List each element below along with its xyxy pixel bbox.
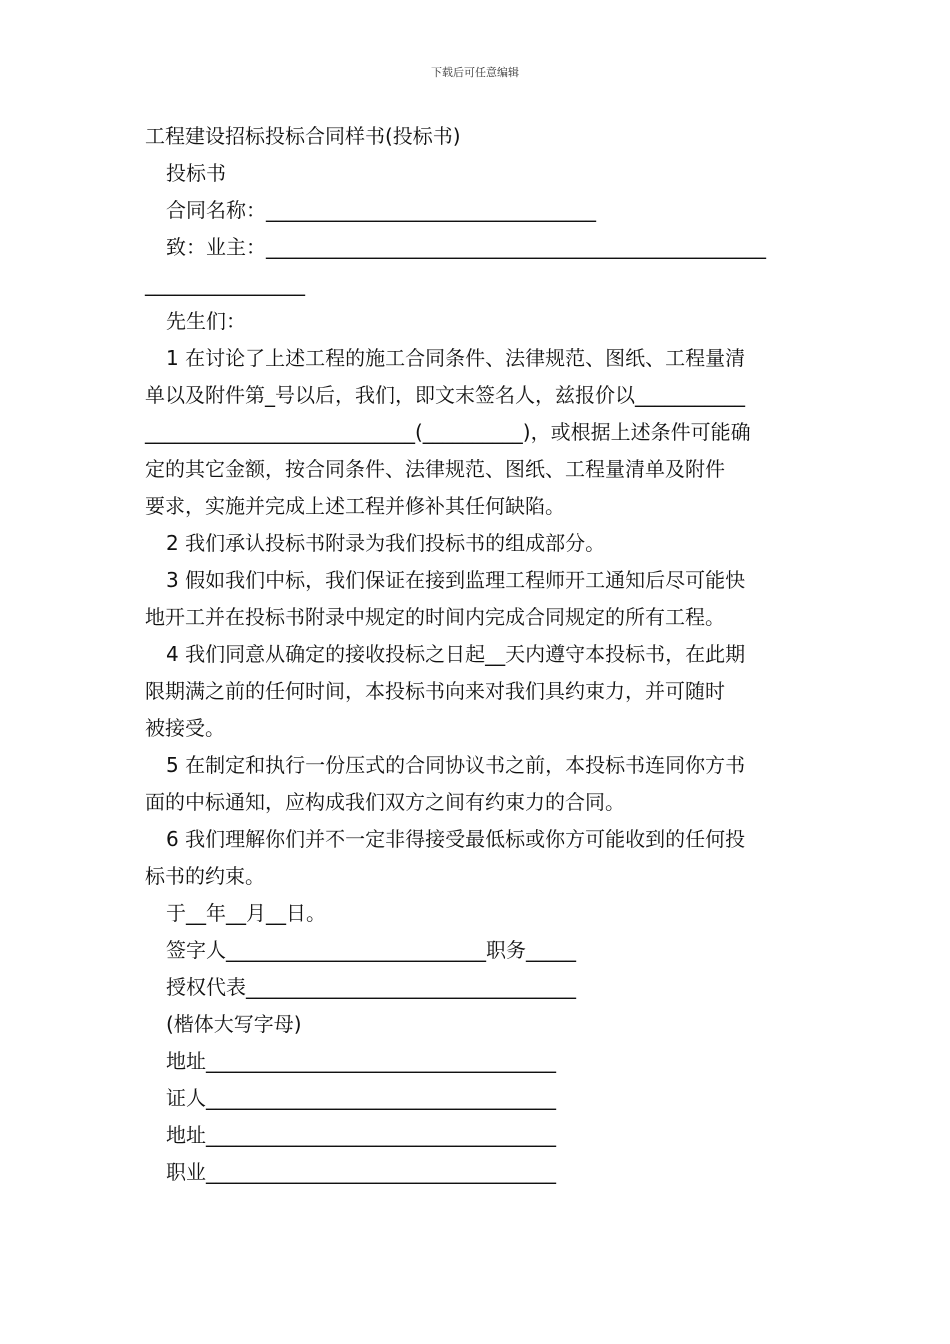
occupation-line: 职业___________________________________ xyxy=(166,1160,556,1184)
paragraph-1-line-3: ___________________________(__________)，或根据上述条件可能确 xyxy=(145,420,751,444)
to-owner-line-cont: ________________ xyxy=(145,272,305,296)
to-owner-line: 致：业主：__________________________________________________ xyxy=(166,235,766,259)
signer-line: 签字人__________________________职务_____ xyxy=(166,938,576,962)
paragraph-5-line-2: 面的中标通知，应构成我们双方之间有约束力的合同。 xyxy=(145,790,625,814)
paragraph-3-line-1: 3 假如我们中标，我们保证在接到监理工程师开工通知后尽可能快 xyxy=(166,568,746,592)
paragraph-1-line-4: 定的其它金额，按合同条件、法律规范、图纸、工程量清单及附件 xyxy=(145,457,725,481)
paragraph-4-line-2: 限期满之前的任何时间，本投标书向来对我们具约束力，并可随时 xyxy=(145,679,725,703)
date-line: 于__年__月__日。 xyxy=(166,901,326,925)
paragraph-6-line-1: 6 我们理解你们并不一定非得接受最低标或你方可能收到的任何投 xyxy=(166,827,746,851)
salutation: 先生们： xyxy=(166,309,246,333)
contract-name-line: 合同名称：_________________________________ xyxy=(166,198,596,222)
paragraph-5-line-1: 5 在制定和执行一份压式的合同协议书之前，本投标书连同你方书 xyxy=(166,753,746,777)
paragraph-6-line-2: 标书的约束。 xyxy=(145,864,265,888)
caps-note: (楷体大写字母) xyxy=(166,1012,302,1036)
authorized-rep-line: 授权代表_________________________________ xyxy=(166,975,576,999)
address-line-2: 地址___________________________________ xyxy=(166,1123,556,1147)
paragraph-4-line-1: 4 我们同意从确定的接收投标之日起__天内遵守本投标书，在此期 xyxy=(166,642,746,666)
paragraph-2: 2 我们承认投标书附录为我们投标书的组成部分。 xyxy=(166,531,606,555)
paragraph-1-line-5: 要求，实施并完成上述工程并修补其任何缺陷。 xyxy=(145,494,565,518)
page-header-note: 下载后可任意编辑 xyxy=(431,66,519,79)
paragraph-1-line-2: 单以及附件第_号以后，我们，即文末签名人，兹报价以___________ xyxy=(145,383,745,407)
doc-subtitle: 投标书 xyxy=(166,161,226,185)
paragraph-3-line-2: 地开工并在投标书附录中规定的时间内完成合同规定的所有工程。 xyxy=(145,605,725,629)
address-line-1: 地址___________________________________ xyxy=(166,1049,556,1073)
paragraph-4-line-3: 被接受。 xyxy=(145,716,225,740)
document-body xyxy=(145,118,807,1191)
paragraph-1-line-1: 1 在讨论了上述工程的施工合同条件、法律规范、图纸、工程量清 xyxy=(166,346,746,370)
doc-title: 工程建设招标投标合同样书(投标书) xyxy=(145,124,461,148)
witness-line: 证人___________________________________ xyxy=(166,1086,556,1110)
